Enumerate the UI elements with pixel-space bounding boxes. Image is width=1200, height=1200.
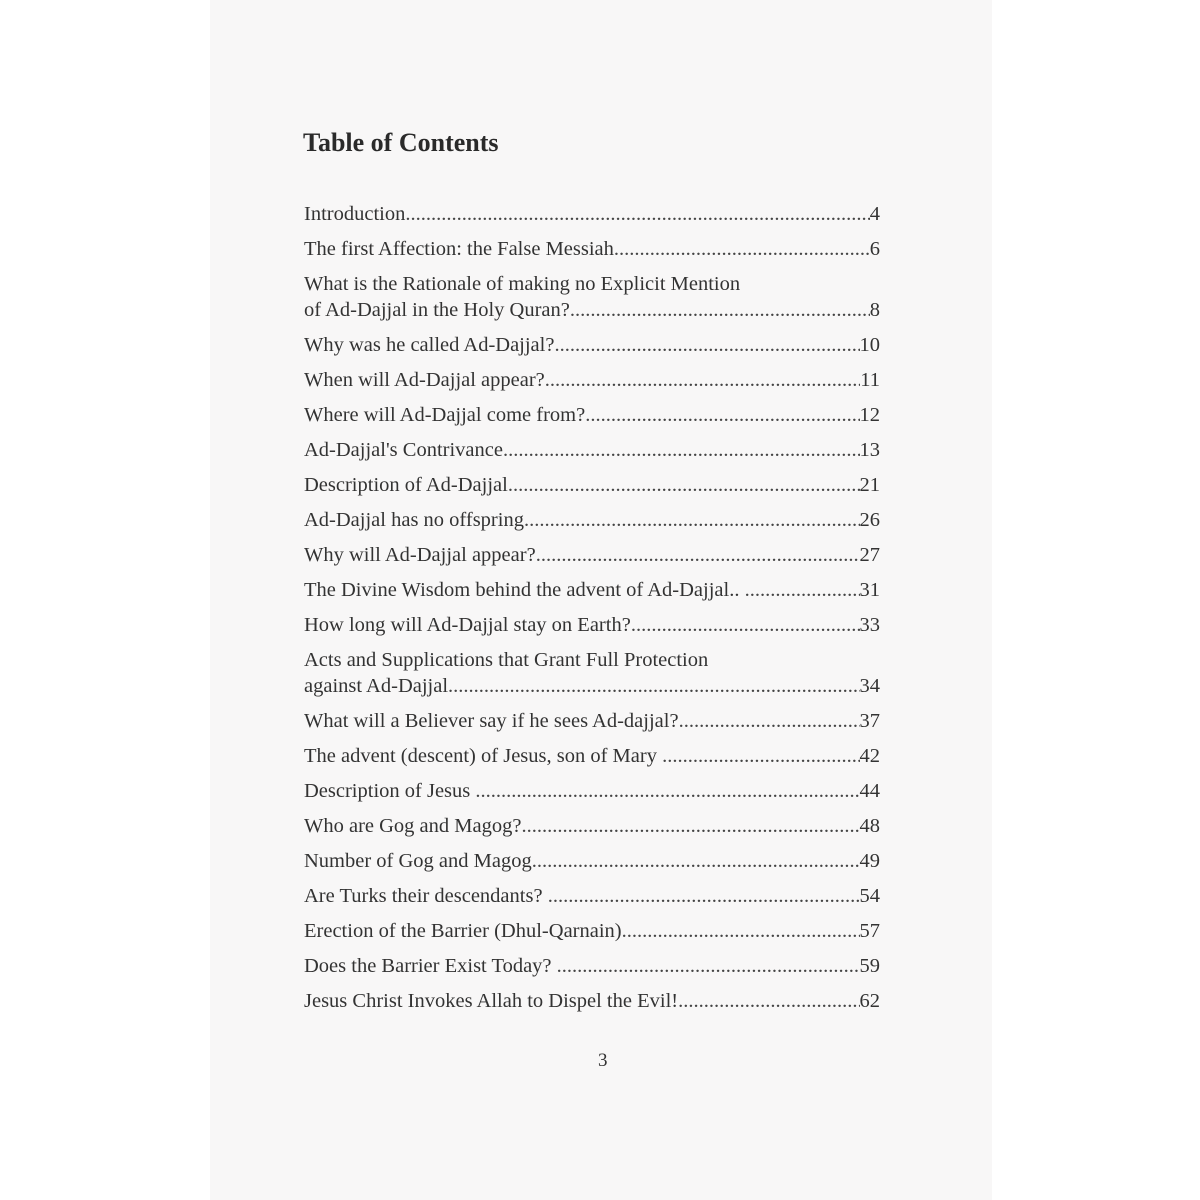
toc-entry xyxy=(304,647,880,699)
toc-leader-dots xyxy=(570,297,870,323)
toc-entry-title: The advent (descent) of Jesus, son of Mary xyxy=(304,745,663,767)
toc-entry xyxy=(304,743,880,769)
toc-entry-page: 8 xyxy=(869,299,880,321)
toc-leader-dots xyxy=(521,813,859,839)
toc-leader-dots xyxy=(631,612,860,638)
toc-entry-title: Ad-Dajjal's Contrivance xyxy=(304,439,503,461)
toc-entry-page: 4 xyxy=(869,203,880,225)
toc-entry-title: When will Ad-Dajjal appear? xyxy=(304,369,545,391)
toc-leader-dots xyxy=(585,402,859,428)
toc-entry-title: Ad-Dajjal has no offspring xyxy=(304,509,524,531)
toc-entry xyxy=(304,848,880,874)
toc-entry-page: 21 xyxy=(859,474,880,496)
toc-entry-title: Are Turks their descendants? xyxy=(304,885,548,907)
toc-entry-page: 34 xyxy=(859,675,880,697)
toc-leader-dots xyxy=(524,507,860,533)
toc-entry-title: of Ad-Dajjal in the Holy Quran? xyxy=(304,299,570,321)
toc-entry-page: 11 xyxy=(860,369,880,391)
toc-leader-dots xyxy=(475,778,859,804)
toc-entry-page: 42 xyxy=(859,745,880,767)
toc-leader-dots xyxy=(508,472,860,498)
toc-entry xyxy=(304,953,880,979)
toc-entry-title: The first Affection: the False Messiah xyxy=(304,238,614,260)
toc-entry xyxy=(304,402,880,428)
toc-entry-title: How long will Ad-Dajjal stay on Earth? xyxy=(304,614,631,636)
toc-entry-title: What will a Believer say if he sees Ad-dajjal? xyxy=(304,710,679,732)
toc-entry-page: 37 xyxy=(859,710,880,732)
toc-entry xyxy=(304,577,880,603)
toc-entry xyxy=(304,918,880,944)
toc-entry xyxy=(304,542,880,568)
toc-leader-dots xyxy=(405,201,869,227)
toc-entry-title: Introduction xyxy=(304,203,406,225)
toc-entry xyxy=(304,507,880,533)
toc-entry-title: against Ad-Dajjal xyxy=(304,675,449,697)
toc-leader-dots xyxy=(678,988,859,1014)
page-number: 3 xyxy=(598,1050,608,1071)
page-title: Table of Contents xyxy=(303,128,499,157)
toc-leader-dots xyxy=(745,577,860,603)
toc-entry-title: Description of Jesus xyxy=(304,780,476,802)
toc-entry-page: 57 xyxy=(859,920,880,942)
toc-leader-dots xyxy=(448,673,859,699)
toc-entry-title: Jesus Christ Invokes Allah to Dispel the Evil! xyxy=(304,990,679,1012)
toc-entry xyxy=(304,332,880,358)
toc-entry-title: Why was he called Ad-Dajjal? xyxy=(304,334,555,356)
toc-leader-dots xyxy=(557,953,860,979)
toc-entry-title: The Divine Wisdom behind the advent of Ad-Dajjal.. xyxy=(304,579,745,601)
toc-entry xyxy=(304,988,880,1014)
toc-entry-title: Number of Gog and Magog xyxy=(304,850,532,872)
toc-entry-title: Description of Ad-Dajjal xyxy=(304,474,508,496)
toc-entry-page: 31 xyxy=(859,579,880,601)
toc-entry-page: 48 xyxy=(859,815,880,837)
toc-entry-title-first-line: Acts and Supplications that Grant Full Protection xyxy=(304,649,709,671)
toc-entry-title: Does the Barrier Exist Today? xyxy=(304,955,557,977)
toc-entry-title: Why will Ad-Dajjal appear? xyxy=(304,544,536,566)
toc-entry xyxy=(304,612,880,638)
toc-entry-title: Where will Ad-Dajjal come from? xyxy=(304,404,586,426)
toc-entry xyxy=(304,201,880,227)
toc-leader-dots xyxy=(622,918,860,944)
toc-entry xyxy=(304,813,880,839)
toc-entry-title: Erection of the Barrier (Dhul-Qarnain) xyxy=(304,920,622,942)
toc-entry xyxy=(304,778,880,804)
toc-leader-dots xyxy=(679,708,860,734)
toc-entry-title: Who are Gog and Magog? xyxy=(304,815,522,837)
toc-entry xyxy=(304,883,880,909)
toc-entry-page: 12 xyxy=(859,404,880,426)
toc-entry-page: 59 xyxy=(859,955,880,977)
toc-entry-page: 49 xyxy=(859,850,880,872)
toc-leader-dots xyxy=(614,236,870,262)
toc-entry-page: 26 xyxy=(859,509,880,531)
toc-entry-page: 54 xyxy=(859,885,880,907)
toc-leader-dots xyxy=(545,367,860,393)
toc-leader-dots xyxy=(536,542,860,568)
toc-entry-page: 10 xyxy=(859,334,880,356)
toc-leader-dots xyxy=(662,743,859,769)
table-of-contents xyxy=(304,201,880,1023)
toc-entry xyxy=(304,367,880,393)
toc-leader-dots xyxy=(503,437,860,463)
toc-entry xyxy=(304,437,880,463)
toc-entry xyxy=(304,708,880,734)
toc-entry-page: 62 xyxy=(859,990,880,1012)
toc-entry xyxy=(304,271,880,323)
toc-entry-title-first-line: What is the Rationale of making no Explicit Mention xyxy=(304,273,741,295)
toc-entry-page: 6 xyxy=(869,238,880,260)
toc-entry xyxy=(304,472,880,498)
toc-leader-dots xyxy=(554,332,859,358)
toc-entry-page: 44 xyxy=(859,780,880,802)
toc-entry-page: 13 xyxy=(859,439,880,461)
toc-entry xyxy=(304,236,880,262)
toc-leader-dots xyxy=(548,883,860,909)
toc-leader-dots xyxy=(532,848,860,874)
toc-entry-page: 27 xyxy=(859,544,880,566)
toc-entry-page: 33 xyxy=(859,614,880,636)
